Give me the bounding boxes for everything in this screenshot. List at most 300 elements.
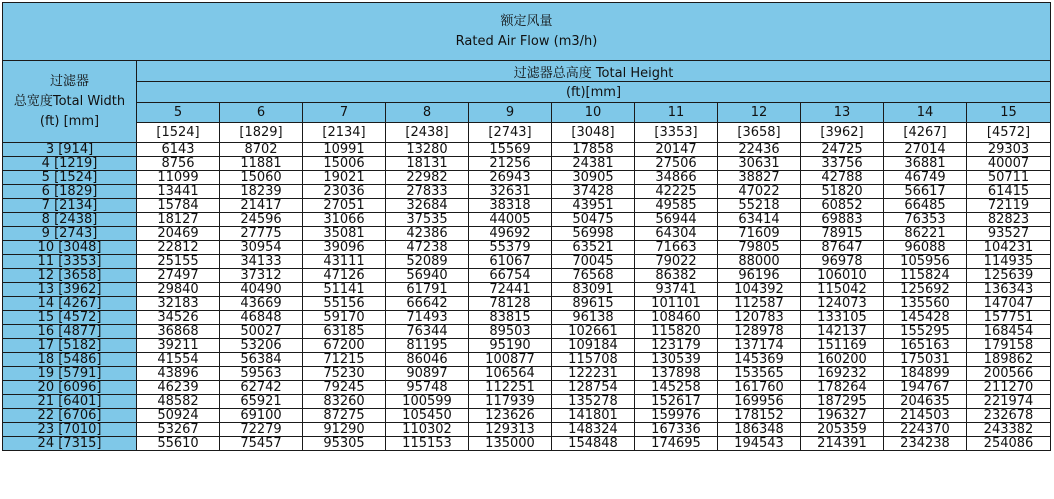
height-mm-cell: [3353] xyxy=(635,123,718,143)
airflow-value: 234238 xyxy=(884,437,967,451)
airflow-value: 112587 xyxy=(718,297,801,311)
airflow-value: 174695 xyxy=(635,437,718,451)
airflow-value: 184899 xyxy=(884,367,967,381)
airflow-value: 72441 xyxy=(469,283,552,297)
airflow-value: 21417 xyxy=(220,199,303,213)
airflow-value: 39096 xyxy=(303,241,386,255)
airflow-value: 115708 xyxy=(552,353,635,367)
airflow-value: 46848 xyxy=(220,311,303,325)
airflow-value: 189862 xyxy=(967,353,1051,367)
airflow-value: 53267 xyxy=(137,423,220,437)
table-row xyxy=(3,185,1051,199)
title-en: Rated Air Flow (m3/h) xyxy=(455,33,598,49)
height-ft-row xyxy=(3,103,1051,123)
airflow-value: 55610 xyxy=(137,437,220,451)
height-ft-cell: 8 xyxy=(386,103,469,123)
airflow-value: 34526 xyxy=(137,311,220,325)
airflow-value: 51820 xyxy=(801,185,884,199)
table-row xyxy=(3,269,1051,283)
row-width-label: 8 [2438] xyxy=(3,213,137,227)
height-mm-cell: [1829] xyxy=(220,123,303,143)
title-cn: 额定风量 xyxy=(500,13,553,29)
airflow-value: 175031 xyxy=(884,353,967,367)
height-mm-cell: [3658] xyxy=(718,123,801,143)
table-row xyxy=(3,241,1051,255)
airflow-value: 214503 xyxy=(884,409,967,423)
airflow-value: 18131 xyxy=(386,157,469,171)
airflow-value: 44005 xyxy=(469,213,552,227)
airflow-value: 145369 xyxy=(718,353,801,367)
airflow-value: 133105 xyxy=(801,311,884,325)
airflow-value: 88000 xyxy=(718,255,801,269)
airflow-value: 194543 xyxy=(718,437,801,451)
row-width-label: 12 [3658] xyxy=(3,269,137,283)
airflow-value: 159976 xyxy=(635,409,718,423)
airflow-value: 168454 xyxy=(967,325,1051,339)
row-width-label: 5 [1524] xyxy=(3,171,137,185)
row-width-label: 23 [7010] xyxy=(3,423,137,437)
airflow-value: 69100 xyxy=(220,409,303,423)
airflow-value: 95190 xyxy=(469,339,552,353)
airflow-value: 64304 xyxy=(635,227,718,241)
height-mm-cell: [2438] xyxy=(386,123,469,143)
airflow-value: 59563 xyxy=(220,367,303,381)
airflow-value: 123179 xyxy=(635,339,718,353)
table-row xyxy=(3,339,1051,353)
table-row xyxy=(3,423,1051,437)
airflow-value: 169232 xyxy=(801,367,884,381)
height-ft-cell: 5 xyxy=(137,103,220,123)
airflow-value: 51141 xyxy=(303,283,386,297)
height-mm-cell: [2743] xyxy=(469,123,552,143)
height-ft-cell: 15 xyxy=(967,103,1051,123)
airflow-value: 93741 xyxy=(635,283,718,297)
airflow-value: 167336 xyxy=(635,423,718,437)
airflow-value: 86046 xyxy=(386,353,469,367)
height-mm-cell: [1524] xyxy=(137,123,220,143)
airflow-value: 165163 xyxy=(884,339,967,353)
row-width-label: 15 [4572] xyxy=(3,311,137,325)
airflow-value: 29303 xyxy=(967,143,1051,157)
airflow-value: 30905 xyxy=(552,171,635,185)
airflow-value: 108460 xyxy=(635,311,718,325)
airflow-value: 100599 xyxy=(386,395,469,409)
airflow-value: 43896 xyxy=(137,367,220,381)
airflow-value: 29840 xyxy=(137,283,220,297)
row-width-label: 3 [914] xyxy=(3,143,137,157)
airflow-value: 89503 xyxy=(469,325,552,339)
airflow-value: 61415 xyxy=(967,185,1051,199)
airflow-sheet xyxy=(2,2,1050,451)
airflow-value: 72119 xyxy=(967,199,1051,213)
airflow-value: 42788 xyxy=(801,171,884,185)
height-mm-row xyxy=(3,123,1051,143)
airflow-value: 71215 xyxy=(303,353,386,367)
airflow-value: 67200 xyxy=(303,339,386,353)
airflow-value: 60852 xyxy=(801,199,884,213)
row-width-label: 4 [1219] xyxy=(3,157,137,171)
airflow-value: 50475 xyxy=(552,213,635,227)
row-width-label: 16 [4877] xyxy=(3,325,137,339)
row-width-label: 9 [2743] xyxy=(3,227,137,241)
airflow-value: 205359 xyxy=(801,423,884,437)
table-row xyxy=(3,311,1051,325)
row-width-label: 6 [1829] xyxy=(3,185,137,199)
airflow-value: 102661 xyxy=(552,325,635,339)
height-ft-cell: 13 xyxy=(801,103,884,123)
airflow-value: 96196 xyxy=(718,269,801,283)
airflow-value: 50027 xyxy=(220,325,303,339)
airflow-value: 130539 xyxy=(635,353,718,367)
airflow-value: 10991 xyxy=(303,143,386,157)
airflow-value: 125639 xyxy=(967,269,1051,283)
airflow-value: 115820 xyxy=(635,325,718,339)
row-width-label: 24 [7315] xyxy=(3,437,137,451)
airflow-value: 178264 xyxy=(801,381,884,395)
airflow-value: 63185 xyxy=(303,325,386,339)
airflow-value: 145258 xyxy=(635,381,718,395)
airflow-value: 42225 xyxy=(635,185,718,199)
airflow-value: 27506 xyxy=(635,157,718,171)
airflow-value: 151169 xyxy=(801,339,884,353)
airflow-value: 135278 xyxy=(552,395,635,409)
airflow-value: 50924 xyxy=(137,409,220,423)
airflow-value: 22436 xyxy=(718,143,801,157)
airflow-value: 161760 xyxy=(718,381,801,395)
airflow-value: 27833 xyxy=(386,185,469,199)
airflow-value: 8702 xyxy=(220,143,303,157)
airflow-value: 47126 xyxy=(303,269,386,283)
airflow-value: 204635 xyxy=(884,395,967,409)
airflow-value: 109184 xyxy=(552,339,635,353)
airflow-value: 142137 xyxy=(801,325,884,339)
airflow-value: 24725 xyxy=(801,143,884,157)
airflow-value: 35081 xyxy=(303,227,386,241)
airflow-value: 37312 xyxy=(220,269,303,283)
airflow-value: 137174 xyxy=(718,339,801,353)
airflow-value: 27775 xyxy=(220,227,303,241)
row-width-label: 14 [4267] xyxy=(3,297,137,311)
airflow-value: 157751 xyxy=(967,311,1051,325)
airflow-value: 87647 xyxy=(801,241,884,255)
airflow-value: 56998 xyxy=(552,227,635,241)
table-row xyxy=(3,297,1051,311)
height-ft-cell: 14 xyxy=(884,103,967,123)
airflow-value: 136343 xyxy=(967,283,1051,297)
airflow-value: 187295 xyxy=(801,395,884,409)
airflow-value: 61791 xyxy=(386,283,469,297)
airflow-value: 38827 xyxy=(718,171,801,185)
width-axis-header xyxy=(3,61,137,143)
airflow-value: 46239 xyxy=(137,381,220,395)
airflow-value: 17858 xyxy=(552,143,635,157)
airflow-value: 47238 xyxy=(386,241,469,255)
table-row xyxy=(3,437,1051,451)
airflow-value: 66642 xyxy=(386,297,469,311)
airflow-value: 32183 xyxy=(137,297,220,311)
airflow-value: 20147 xyxy=(635,143,718,157)
airflow-value: 34133 xyxy=(220,255,303,269)
airflow-value: 71663 xyxy=(635,241,718,255)
table-row xyxy=(3,325,1051,339)
table-row xyxy=(3,353,1051,367)
table-row xyxy=(3,227,1051,241)
airflow-value: 145428 xyxy=(884,311,967,325)
airflow-value: 110302 xyxy=(386,423,469,437)
airflow-value: 13280 xyxy=(386,143,469,157)
airflow-value: 91290 xyxy=(303,423,386,437)
airflow-value: 93527 xyxy=(967,227,1051,241)
airflow-value: 62742 xyxy=(220,381,303,395)
airflow-value: 11881 xyxy=(220,157,303,171)
airflow-value: 32631 xyxy=(469,185,552,199)
airflow-value: 66754 xyxy=(469,269,552,283)
table-row xyxy=(3,255,1051,269)
airflow-value: 123626 xyxy=(469,409,552,423)
airflow-value: 129313 xyxy=(469,423,552,437)
airflow-value: 117939 xyxy=(469,395,552,409)
airflow-value: 41554 xyxy=(137,353,220,367)
airflow-value: 141801 xyxy=(552,409,635,423)
airflow-value: 71609 xyxy=(718,227,801,241)
airflow-value: 153565 xyxy=(718,367,801,381)
airflow-value: 42386 xyxy=(386,227,469,241)
airflow-value: 31066 xyxy=(303,213,386,227)
airflow-value: 83091 xyxy=(552,283,635,297)
corner-line-3: (ft) [mm] xyxy=(39,113,100,129)
height-ft-cell: 9 xyxy=(469,103,552,123)
airflow-value: 49692 xyxy=(469,227,552,241)
airflow-value: 115153 xyxy=(386,437,469,451)
airflow-value: 78915 xyxy=(801,227,884,241)
height-mm-cell: [4572] xyxy=(967,123,1051,143)
airflow-value: 221974 xyxy=(967,395,1051,409)
airflow-value: 96138 xyxy=(552,311,635,325)
row-width-label: 22 [6706] xyxy=(3,409,137,423)
height-mm-cell: [4267] xyxy=(884,123,967,143)
airflow-value: 178152 xyxy=(718,409,801,423)
corner-line-2: 总宽度Total Width xyxy=(13,93,126,109)
airflow-value: 100877 xyxy=(469,353,552,367)
row-width-label: 11 [3353] xyxy=(3,255,137,269)
airflow-value: 90897 xyxy=(386,367,469,381)
airflow-value: 33756 xyxy=(801,157,884,171)
airflow-value: 63521 xyxy=(552,241,635,255)
airflow-value: 15569 xyxy=(469,143,552,157)
height-ft-cell: 11 xyxy=(635,103,718,123)
airflow-value: 76344 xyxy=(386,325,469,339)
airflow-value: 37428 xyxy=(552,185,635,199)
airflow-value: 71493 xyxy=(386,311,469,325)
airflow-value: 155295 xyxy=(884,325,967,339)
airflow-value: 194767 xyxy=(884,381,967,395)
airflow-value: 15006 xyxy=(303,157,386,171)
row-width-label: 7 [2134] xyxy=(3,199,137,213)
height-ft-cell: 12 xyxy=(718,103,801,123)
row-width-label: 13 [3962] xyxy=(3,283,137,297)
airflow-value: 115042 xyxy=(801,283,884,297)
height-mm-cell: [2134] xyxy=(303,123,386,143)
airflow-value: 55379 xyxy=(469,241,552,255)
airflow-value: 47022 xyxy=(718,185,801,199)
height-mm-cell: [3048] xyxy=(552,123,635,143)
airflow-value: 15784 xyxy=(137,199,220,213)
airflow-value: 186348 xyxy=(718,423,801,437)
airflow-value: 50711 xyxy=(967,171,1051,185)
airflow-value: 36881 xyxy=(884,157,967,171)
airflow-value: 79805 xyxy=(718,241,801,255)
airflow-value: 86221 xyxy=(884,227,967,241)
airflow-value: 52089 xyxy=(386,255,469,269)
airflow-value: 27497 xyxy=(137,269,220,283)
airflow-value: 22982 xyxy=(386,171,469,185)
airflow-value: 115824 xyxy=(884,269,967,283)
airflow-value: 24381 xyxy=(552,157,635,171)
airflow-value: 200566 xyxy=(967,367,1051,381)
table-row xyxy=(3,171,1051,185)
airflow-value: 24596 xyxy=(220,213,303,227)
airflow-value: 27051 xyxy=(303,199,386,213)
airflow-value: 30954 xyxy=(220,241,303,255)
airflow-value: 148324 xyxy=(552,423,635,437)
airflow-value: 56384 xyxy=(220,353,303,367)
height-ft-cell: 7 xyxy=(303,103,386,123)
airflow-value: 61067 xyxy=(469,255,552,269)
height-ft-cell: 6 xyxy=(220,103,303,123)
airflow-value: 22812 xyxy=(137,241,220,255)
airflow-value: 87275 xyxy=(303,409,386,423)
airflow-value: 56940 xyxy=(386,269,469,283)
row-width-label: 19 [5791] xyxy=(3,367,137,381)
airflow-value: 243382 xyxy=(967,423,1051,437)
airflow-value: 49585 xyxy=(635,199,718,213)
table-row xyxy=(3,381,1051,395)
airflow-value: 39211 xyxy=(137,339,220,353)
airflow-value: 53206 xyxy=(220,339,303,353)
height-mm-cell: [3962] xyxy=(801,123,884,143)
airflow-value: 75457 xyxy=(220,437,303,451)
airflow-value: 43669 xyxy=(220,297,303,311)
airflow-value: 89615 xyxy=(552,297,635,311)
airflow-value: 36868 xyxy=(137,325,220,339)
airflow-value: 254086 xyxy=(967,437,1051,451)
airflow-value: 55156 xyxy=(303,297,386,311)
height-ft-cell: 10 xyxy=(552,103,635,123)
airflow-value: 75230 xyxy=(303,367,386,381)
airflow-value: 48582 xyxy=(137,395,220,409)
airflow-value: 152617 xyxy=(635,395,718,409)
airflow-value: 38318 xyxy=(469,199,552,213)
airflow-value: 112251 xyxy=(469,381,552,395)
airflow-value: 32684 xyxy=(386,199,469,213)
airflow-value: 169956 xyxy=(718,395,801,409)
airflow-value: 6143 xyxy=(137,143,220,157)
airflow-value: 40490 xyxy=(220,283,303,297)
airflow-value: 135560 xyxy=(884,297,967,311)
corner-line-1: 过滤器 xyxy=(49,73,89,89)
airflow-value: 26943 xyxy=(469,171,552,185)
airflow-value: 19021 xyxy=(303,171,386,185)
airflow-value: 37535 xyxy=(386,213,469,227)
airflow-value: 114935 xyxy=(967,255,1051,269)
airflow-value: 65921 xyxy=(220,395,303,409)
airflow-value: 224370 xyxy=(884,423,967,437)
airflow-value: 124073 xyxy=(801,297,884,311)
table-row xyxy=(3,157,1051,171)
row-width-label: 18 [5486] xyxy=(3,353,137,367)
airflow-value: 104392 xyxy=(718,283,801,297)
airflow-value: 72279 xyxy=(220,423,303,437)
airflow-value: 43111 xyxy=(303,255,386,269)
airflow-value: 154848 xyxy=(552,437,635,451)
airflow-value: 15060 xyxy=(220,171,303,185)
airflow-value: 59170 xyxy=(303,311,386,325)
airflow-value: 56944 xyxy=(635,213,718,227)
airflow-value: 135000 xyxy=(469,437,552,451)
airflow-value: 179158 xyxy=(967,339,1051,353)
airflow-value: 34866 xyxy=(635,171,718,185)
airflow-value: 40007 xyxy=(967,157,1051,171)
airflow-value: 128978 xyxy=(718,325,801,339)
airflow-value: 76568 xyxy=(552,269,635,283)
airflow-value: 196327 xyxy=(801,409,884,423)
height-axis-header: 过滤器总高度 Total Height xyxy=(137,61,1051,82)
airflow-value: 106564 xyxy=(469,367,552,381)
airflow-value: 81195 xyxy=(386,339,469,353)
airflow-value: 79022 xyxy=(635,255,718,269)
airflow-value: 76353 xyxy=(884,213,967,227)
airflow-value: 27014 xyxy=(884,143,967,157)
table-title xyxy=(3,3,1051,61)
airflow-value: 96088 xyxy=(884,241,967,255)
airflow-value: 79245 xyxy=(303,381,386,395)
airflow-value: 137898 xyxy=(635,367,718,381)
row-width-label: 20 [6096] xyxy=(3,381,137,395)
airflow-value: 23036 xyxy=(303,185,386,199)
airflow-value: 70045 xyxy=(552,255,635,269)
airflow-value: 18127 xyxy=(137,213,220,227)
airflow-value: 122231 xyxy=(552,367,635,381)
airflow-value: 96978 xyxy=(801,255,884,269)
airflow-value: 125692 xyxy=(884,283,967,297)
airflow-value: 214391 xyxy=(801,437,884,451)
height-unit-header: (ft)[mm] xyxy=(137,82,1051,103)
airflow-value: 95748 xyxy=(386,381,469,395)
airflow-value: 46749 xyxy=(884,171,967,185)
airflow-value: 11099 xyxy=(137,171,220,185)
airflow-value: 120783 xyxy=(718,311,801,325)
airflow-value: 105956 xyxy=(884,255,967,269)
airflow-value: 78128 xyxy=(469,297,552,311)
airflow-value: 128754 xyxy=(552,381,635,395)
row-width-label: 10 [3048] xyxy=(3,241,137,255)
airflow-value: 211270 xyxy=(967,381,1051,395)
airflow-value: 25155 xyxy=(137,255,220,269)
airflow-value: 106010 xyxy=(801,269,884,283)
airflow-value: 232678 xyxy=(967,409,1051,423)
airflow-value: 18239 xyxy=(220,185,303,199)
airflow-value: 82823 xyxy=(967,213,1051,227)
table-row xyxy=(3,367,1051,381)
airflow-value: 43951 xyxy=(552,199,635,213)
airflow-value: 56617 xyxy=(884,185,967,199)
row-width-label: 17 [5182] xyxy=(3,339,137,353)
row-width-label: 21 [6401] xyxy=(3,395,137,409)
airflow-value: 8756 xyxy=(137,157,220,171)
table-row xyxy=(3,409,1051,423)
table-row xyxy=(3,213,1051,227)
airflow-value: 101101 xyxy=(635,297,718,311)
